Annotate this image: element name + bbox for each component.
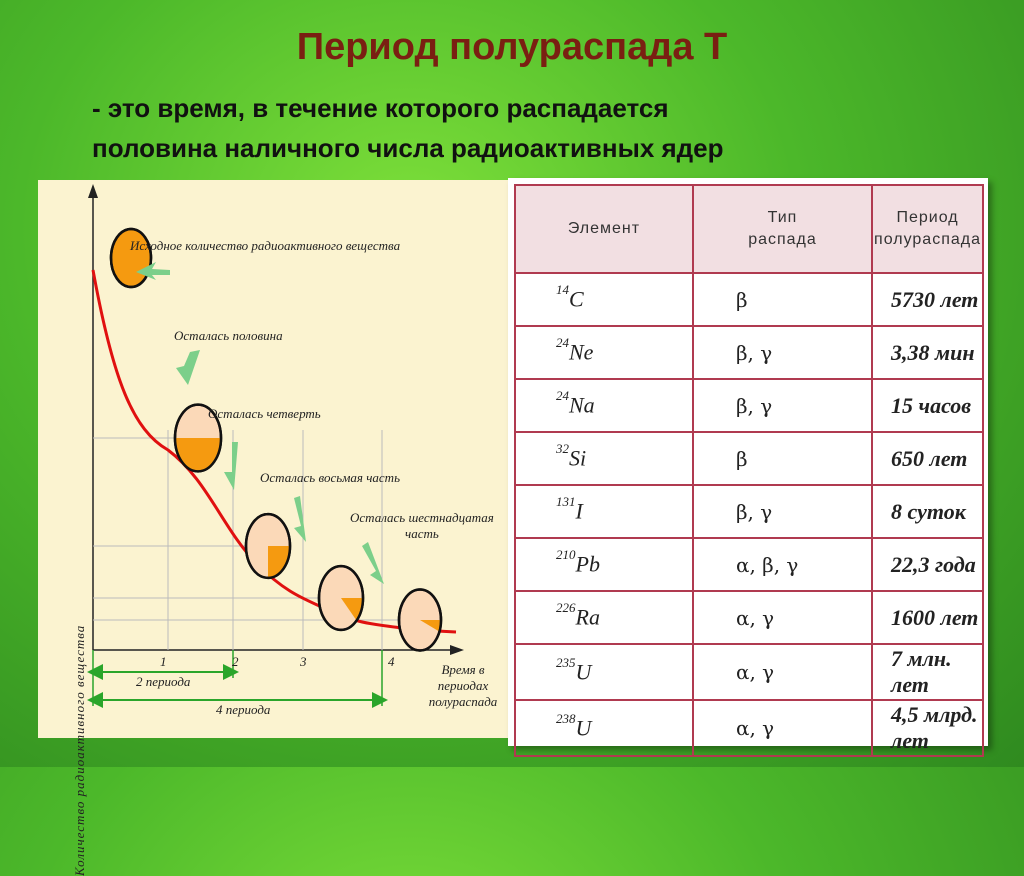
annotation-initial: Исходное количество радиоактивного вещества [130,238,401,253]
element-symbol: Ne [569,339,594,365]
mass-number: 226 [556,600,576,616]
y-axis-arrow [88,184,98,198]
annotation-sixteenth-line-1: Осталась шестнадцатая [350,510,494,525]
span-2-label: 2 периода [136,674,191,689]
cell-decay-type: α, β, γ [693,538,872,591]
cell-half-life: 1600 лет [872,591,983,644]
cell-half-life: 650 лет [872,432,983,485]
mass-number: 235 [556,654,576,670]
y-axis-label: Количество радиоактивного вещества [72,624,87,876]
cell-half-life: 8 суток [872,485,983,538]
cell-decay-type: α, γ [693,700,872,756]
header-decay-type [693,185,872,273]
table-row [515,379,983,432]
definition-text [92,88,952,168]
cell-half-life: 4,5 млрд. лет [872,700,983,756]
x-axis-label-line-2: периодах [437,678,489,693]
span-4-label: 4 периода [216,702,271,717]
definition-line-1: - это время, в течение которого распадается [92,93,669,123]
decay-diagram-svg [38,180,510,738]
table-body [515,273,983,756]
annotation-sixteenth [350,510,494,542]
cell-element [515,591,693,644]
element-symbol: Ra [575,604,600,630]
cell-element [515,379,693,432]
table-row [515,326,983,379]
annotation-eighth: Осталась восьмая часть [260,470,400,485]
header-half-life-line-2: полураспада [874,231,981,248]
cell-element [515,644,693,700]
annotation-quarter: Осталась четверть [208,406,321,421]
sample-circles [111,229,441,650]
header-half-life [872,185,983,273]
table-row [515,591,983,644]
element-symbol: Na [569,392,595,418]
cell-decay-type: α, γ [693,644,872,700]
half-life-table [514,184,984,757]
cell-element [515,700,693,756]
element-symbol: I [575,498,583,524]
x-axis-arrow [450,645,464,655]
table-row [515,700,983,756]
cell-half-life: 7 млн. лет [872,644,983,700]
x-tick-1: 1 [160,654,167,669]
remaining-half [175,438,221,471]
cell-decay-type: α, γ [693,591,872,644]
x-axis-label [418,662,508,710]
cell-half-life: 3,38 мин [872,326,983,379]
cell-half-life: 15 часов [872,379,983,432]
mass-number: 14 [556,282,569,298]
definition-line-2: половина наличного числа радиоактивных ядер [92,133,724,163]
arrow-quarter [224,442,238,490]
mass-number: 131 [556,494,576,510]
cell-element [515,326,693,379]
x-tick-4: 4 [388,654,395,669]
cell-decay-type: β, γ [693,379,872,432]
cell-half-life: 22,3 года [872,538,983,591]
arrow-sixteenth [362,542,384,584]
page-title: Период полураспада Т [296,26,728,68]
x-tick-2: 2 [232,654,239,669]
cell-decay-type: β [693,273,872,326]
header-half-life-line-1: Период [896,209,959,226]
table-row [515,485,983,538]
header-decay-type-line-1: Тип [767,209,798,226]
cell-element [515,432,693,485]
cell-element [515,538,693,591]
cell-element [515,273,693,326]
annotation-sixteenth-line-2: часть [405,526,439,541]
decay-diagram [38,180,510,876]
half-life-table-card [508,178,988,753]
cell-decay-type: β, γ [693,485,872,538]
cell-decay-type: β [693,432,872,485]
cell-decay-type: β, γ [693,326,872,379]
mass-number: 24 [556,388,569,404]
table-row [515,538,983,591]
cell-half-life: 5730 лет [872,273,983,326]
element-symbol: Pb [575,551,600,577]
x-tick-3: 3 [300,654,307,669]
element-symbol: U [575,659,592,685]
cell-element [515,485,693,538]
mass-number: 24 [556,335,569,351]
table-header-row [515,185,983,273]
mass-number: 210 [556,547,576,563]
mass-number: 32 [556,441,569,457]
table-row [515,432,983,485]
table-row [515,644,983,700]
header-element: Элемент [515,185,693,273]
table-row [515,273,983,326]
annotation-half: Осталась половина [174,328,283,343]
mass-number: 238 [556,710,576,726]
arrow-eighth [294,496,306,542]
element-symbol: Si [569,445,587,471]
element-symbol: C [569,286,584,312]
header-decay-type-line-2: распада [748,231,817,248]
element-symbol: U [575,715,592,741]
arrow-half [176,350,200,385]
x-axis-label-line-3: полураспада [428,694,498,709]
x-axis-label-line-1: Время в [441,662,485,677]
